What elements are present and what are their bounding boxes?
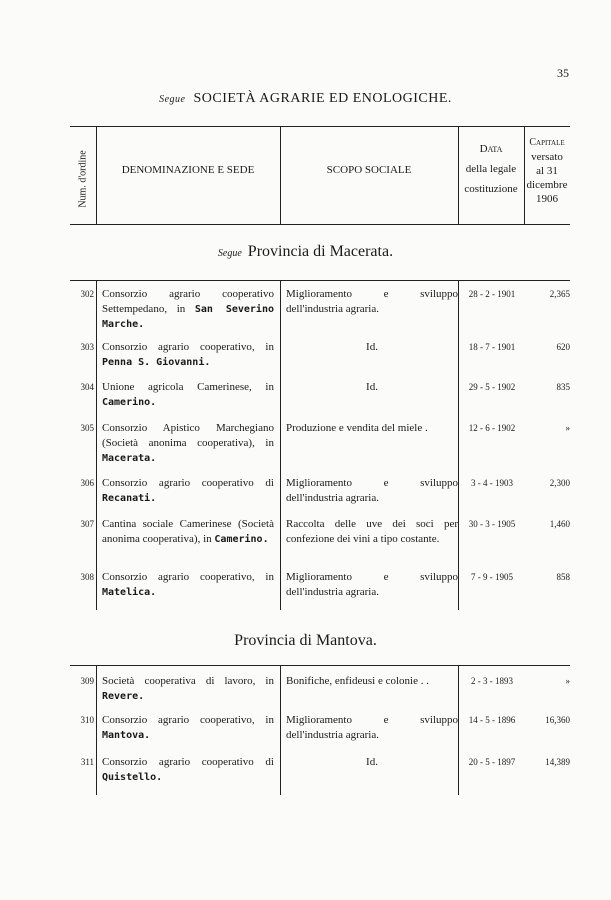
col-divider bbox=[96, 126, 97, 224]
column-header-capital: Capitale versato al 31 dicembre 1906 bbox=[526, 137, 568, 205]
table-header-bottom-rule bbox=[70, 224, 570, 225]
column-header-name: DENOMINAZIONE E SEDE bbox=[121, 164, 255, 176]
page-number: 35 bbox=[557, 66, 569, 80]
col-divider bbox=[280, 280, 281, 610]
column-header-num: Num. d'ordine bbox=[77, 150, 89, 208]
section-rule bbox=[70, 280, 570, 281]
column-header-scope: SCOPO SOCIALE bbox=[326, 164, 412, 176]
table-top-rule bbox=[70, 126, 570, 127]
page-title bbox=[0, 91, 611, 107]
title-segue: Segue bbox=[159, 94, 186, 105]
col-divider bbox=[96, 280, 97, 610]
col-divider bbox=[280, 126, 281, 224]
section-title-mantova: Provincia di Mantova. bbox=[234, 632, 377, 649]
col-divider bbox=[458, 280, 459, 610]
section-title-macerata: Segue Provincia di Macerata. bbox=[217, 243, 394, 260]
column-header-date: Data della legale costituzione bbox=[464, 143, 518, 195]
title-text: SOCIETÀ AGRARIE ED ENOLOGICHE. bbox=[193, 91, 452, 106]
col-divider bbox=[280, 665, 281, 795]
col-divider bbox=[96, 665, 97, 795]
section-rule bbox=[70, 665, 570, 666]
